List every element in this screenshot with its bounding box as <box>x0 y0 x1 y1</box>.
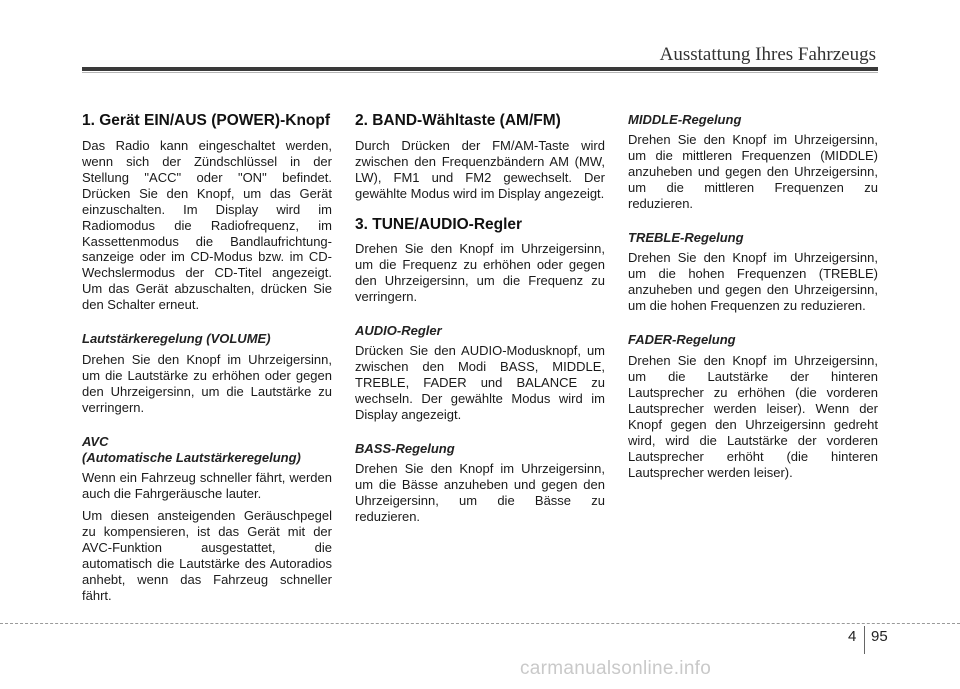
page-header-title: Ausstattung Ihres Fahrzeugs <box>659 44 876 65</box>
avc-heading-line1: AVC <box>82 433 109 449</box>
chapter-number: 4 <box>848 628 857 645</box>
column-left <box>82 112 332 610</box>
tune-text: Drehen Sie den Knopf im Uhrzeigersinn, um die Frequenz zu erhöhen oder gegen den Uhrzeigersinn, um die Frequenz zu verringern. <box>355 241 605 305</box>
header-rule <box>82 67 878 71</box>
header-rule-thin <box>82 72 878 73</box>
treble-heading: TREBLE-Regelung <box>628 230 744 246</box>
volume-text: Drehen Sie den Knopf im Uhrzeigersinn, um die Lautstärke zu erhöhen oder gegen den Uhrzeigersinn, um die Lautstärke zu verringern. <box>82 351 332 415</box>
audio-text: Drücken Sie den AUDIO-Modusknopf, um zwischen den Modi BASS, MIDDLE, TREBLE, FADER und BALANCE zu wechseln. Der gewählte Modus wird im Display angezeigt. <box>355 343 605 423</box>
avc-text-1: Wenn ein Fahrzeug schneller fährt, werden auch die Fahrgeräusche lauter. <box>82 470 332 502</box>
power-text: Das Radio kann eingeschaltet werden, wenn sich der Zündschlüssel in der Stellung "ACC" oder "ON" befindet. Drücken Sie den Knopf, um das Gerät einzuschalten. Im Display wird im Radiomodus die Radiofrequenz, im Kassettenmodus die Bandlaufrichtung-sanzeige oder im CD-Modus bzw. im CD-Wechslermodus der CD-Titel angezeigt. Um das Gerät abzuschalten, drücken Sie den Schalter erneut. <box>82 137 332 313</box>
page-number-divider <box>864 626 865 654</box>
fader-text: Drehen Sie den Knopf im Uhrzeigersinn, um die Lautstärke der hinteren Lautsprecher zu erhöhen (die vorderen Lautsprecher werden leiser). Wenn der Knopf gegen den Uhrzeigersinn gedreht wird, wird die Lautstärke der vorderen Lautsprecher erhöht (die hinteren Lautsprecher werden leiser). <box>628 352 878 480</box>
column-middle <box>355 112 605 531</box>
bass-text: Drehen Sie den Knopf im Uhrzeigersinn, um die Bässe anzuheben und gegen den Uhrzeigersinn, um die Bässe zu reduzieren. <box>355 461 605 525</box>
middle-heading: MIDDLE-Regelung <box>628 112 742 127</box>
band-heading: 2. BAND-Wähltaste (AM/FM) <box>355 112 561 129</box>
avc-text-2: Um diesen ansteigenden Geräuschpegel zu kompensieren, ist das Gerät mit der AVC-Funktion ausgestattet, die automatisch die Lautstärke des Autoradios anhebt, wenn das Fahrzeug schneller fährt. <box>82 508 332 603</box>
middle-text: Drehen Sie den Knopf im Uhrzeigersinn, um die mittleren Frequenzen (MIDDLE) anzuheben und gegen den Uhrzeigersinn, um die mittleren Frequenzen zu reduzieren. <box>628 132 878 212</box>
band-text: Durch Drücken der FM/AM-Taste wird zwischen den Frequenzbändern AM (MW, LW), FM1 und FM2 gewechselt. Der gewählte Modus wird im Display angezeigt. <box>355 137 605 201</box>
footer-dashed-line <box>0 623 960 624</box>
volume-heading: Lautstärkeregelung (VOLUME) <box>82 331 271 347</box>
treble-text: Drehen Sie den Knopf im Uhrzeigersinn, um die hohen Frequenzen (TREBLE) anzuheben und gegen den Uhrzeigersinn, um die hohen Frequenzen zu reduzieren. <box>628 250 878 314</box>
tune-heading: 3. TUNE/AUDIO-Regler <box>355 215 523 233</box>
power-heading: 1. Gerät EIN/AUS (POWER)-Knopf <box>82 112 331 129</box>
column-right <box>628 112 878 486</box>
watermark-text: carmanualsonline.info <box>520 658 712 679</box>
bass-heading: BASS-Regelung <box>355 441 455 457</box>
avc-heading-line2: (Automatische Lautstärkeregelung) <box>82 449 301 465</box>
page-number: 95 <box>871 628 888 645</box>
fader-heading: FADER-Regelung <box>628 332 736 348</box>
audio-heading: AUDIO-Regler <box>355 323 442 339</box>
